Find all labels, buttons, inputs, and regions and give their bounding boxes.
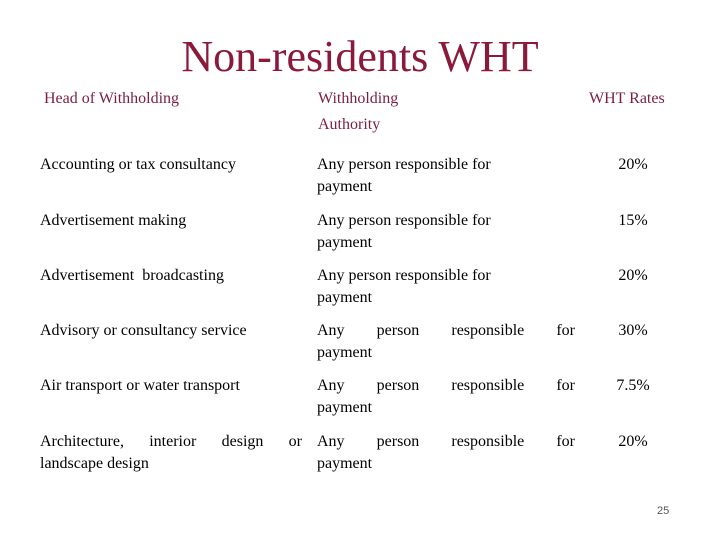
row-rate: 7.5%: [616, 377, 650, 394]
authority-word: responsible: [451, 377, 525, 394]
head-word: Architecture,: [40, 433, 124, 450]
authority-word: for: [556, 433, 575, 450]
authority-word: payment: [317, 399, 373, 416]
authority-word: for: [556, 322, 575, 339]
head-word: or: [288, 433, 302, 450]
authority-word: person: [376, 377, 420, 394]
authority-word: Any: [317, 377, 345, 394]
authority-word: responsible: [451, 433, 525, 450]
row-rate: 20%: [618, 156, 648, 173]
row-rate: 20%: [618, 433, 648, 450]
header-head-of-withholding: Head of Withholding: [44, 90, 180, 107]
row-head: Advertisement broadcasting: [40, 267, 224, 284]
row-authority: [317, 320, 575, 364]
row-head: Advisory or consultancy service: [40, 322, 247, 339]
row-authority: [317, 431, 575, 475]
authority-word: for: [556, 377, 575, 394]
authority-word: responsible: [451, 322, 525, 339]
header-withholding-authority: Withholding Authority: [318, 90, 399, 133]
head-word: interior: [149, 433, 197, 450]
slide-title: Non-residents WHT: [181, 32, 539, 81]
row-authority: Any person responsible for payment: [317, 212, 491, 251]
row-authority: Any person responsible for payment: [317, 267, 491, 306]
row-head: Air transport or water transport: [40, 377, 240, 394]
page-number: 25: [657, 505, 670, 517]
head-word: design: [221, 433, 264, 450]
authority-word: person: [376, 433, 420, 450]
row-head: [40, 431, 302, 475]
row-rate: 15%: [618, 212, 648, 229]
header-wht-rates: WHT Rates: [589, 90, 665, 107]
authority-word: Any: [317, 433, 345, 450]
row-head-line2: landscape design: [40, 455, 149, 472]
row-rate: 30%: [618, 322, 648, 339]
authority-word: payment: [317, 455, 373, 472]
row-rate: 20%: [618, 267, 648, 284]
authority-word: payment: [317, 344, 373, 361]
row-authority: [317, 375, 575, 419]
row-head: Advertisement making: [40, 212, 187, 229]
authority-word: person: [376, 322, 420, 339]
row-authority: Any person responsible for payment: [317, 156, 491, 195]
row-head: Accounting or tax consultancy: [40, 156, 236, 173]
authority-word: Any: [317, 322, 345, 339]
row-head-line1: [40, 431, 302, 453]
